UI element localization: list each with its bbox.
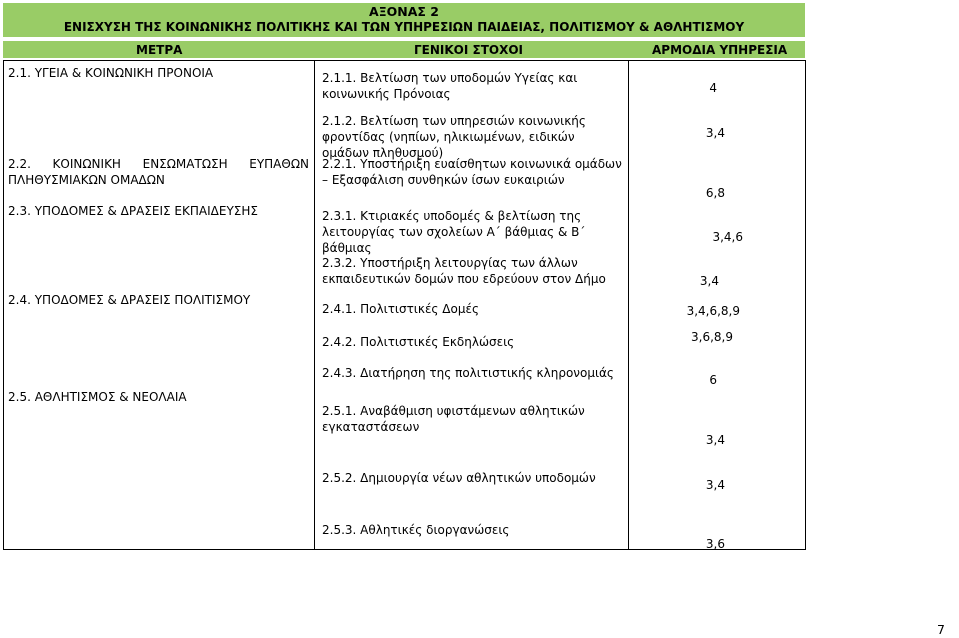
goal-2-4-3: 2.4.3. Διατήρηση της πολιτιστικής κληρονομιάς xyxy=(322,366,614,380)
measure-2-4: 2.4. ΥΠΟΔΟΜΕΣ & ΔΡΑΣΕΙΣ ΠΟΛΙΤΙΣΜΟΥ xyxy=(8,293,251,307)
goal-2-5-2: 2.5.2. Δημιουργία νέων αθλητικών υποδομών xyxy=(322,471,596,485)
measure-2-3: 2.3. ΥΠΟΔΟΜΕΣ & ΔΡΑΣΕΙΣ ΕΚΠΑΙΔΕΥΣΗΣ xyxy=(8,204,258,218)
column-header-measures: ΜΕΤΡΑ xyxy=(136,43,183,57)
measure-2-2-part-number: 2.2. xyxy=(8,157,31,171)
axis-title: ΕΝΙΣΧΥΣΗ ΤΗΣ ΚΟΙΝΩΝΙΚΗΣ ΠΟΛΙΤΙΚΗΣ ΚΑΙ ΤΩΝ ΥΠΗΡΕΣΙΩΝ ΠΑΙΔΕΙΑΣ, ΠΟΛΙΤΙΣΜΟΥ & ΑΘΛΗΤΙΣΜΟΥ xyxy=(63,20,745,34)
column-divider-measures xyxy=(314,60,315,550)
axis-number: ΑΞΟΝΑΣ 2 xyxy=(369,4,439,19)
goal-2-4-1: 2.4.1. Πολιτιστικές Δομές xyxy=(322,302,479,316)
column-header-service: ΑΡΜΟΔΙΑ ΥΠΗΡΕΣΙΑ xyxy=(652,43,788,57)
measure-2-2 xyxy=(8,156,309,188)
measure-2-2-line2: ΠΛΗΘΥΣΜΙΑΚΩΝ ΟΜΑΔΩΝ xyxy=(8,173,165,187)
goal-2-5-1: 2.5.1. Αναβάθμιση υφιστάμενων αθλητικών εγκαταστάσεων xyxy=(322,404,585,434)
page-number: 7 xyxy=(937,622,945,637)
service-2-2-1: 6,8 xyxy=(705,186,725,200)
table-right-border xyxy=(805,60,806,550)
service-2-5-2: 3,4 xyxy=(705,478,725,492)
column-header-goals: ΓΕΝΙΚΟΙ ΣΤΟΧΟΙ xyxy=(414,43,523,57)
service-2-1-1: 4 xyxy=(709,81,717,95)
service-2-3-1: 3,4,6 xyxy=(712,230,743,244)
goal-2-3-1: 2.3.1. Κτιριακές υποδομές & βελτίωση της λειτουργίας των σχολείων Α΄ βάθμιας & Β΄ βάθμιας xyxy=(322,209,586,255)
goal-2-4-2: 2.4.2. Πολιτιστικές Εκδηλώσεις xyxy=(322,335,515,349)
measure-2-1: 2.1. ΥΓΕΙΑ & ΚΟΙΝΩΝΙΚΗ ΠΡΟΝΟΙΑ xyxy=(8,66,214,80)
table-top-border xyxy=(3,60,806,61)
measure-2-2-part-integration: ΕΝΣΩΜΑΤΩΣΗ xyxy=(142,157,228,171)
service-2-5-1: 3,4 xyxy=(705,433,725,447)
measure-2-5: 2.5. ΑΘΛΗΤΙΣΜΟΣ & ΝΕΟΛΑΙΑ xyxy=(8,390,187,404)
service-2-4-3: 6 xyxy=(709,373,717,387)
service-2-4-1: 3,4,6,8,9 xyxy=(686,304,740,318)
measure-2-2-part-social: ΚΟΙΝΩΝΙΚΗ xyxy=(52,157,121,171)
service-2-1-2: 3,4 xyxy=(705,126,725,140)
measure-2-2-part-vulnerable: ΕΥΠΑΘΩΝ xyxy=(249,157,309,171)
service-2-5-3: 3,6 xyxy=(705,537,725,551)
service-2-4-2: 3,6,8,9 xyxy=(691,330,733,344)
goal-2-1-1: 2.1.1. Βελτίωση των υποδομών Υγείας και κοινωνικής Πρόνοιας xyxy=(322,71,578,101)
goal-2-2-1: 2.2.1. Υποστήριξη ευαίσθητων κοινωνικά ομάδων – Εξασφάλιση συνθηκών ίσων ευκαιριών xyxy=(322,157,622,187)
table-left-border xyxy=(3,60,4,550)
goal-2-1-2: 2.1.2. Βελτίωση των υπηρεσιών κοινωνικής φροντίδας (νηπίων, ηλικιωμένων, ειδικών ομάδων πληθυσμού) xyxy=(322,114,586,160)
goal-2-3-2: 2.3.2. Υποστήριξη λειτουργίας των άλλων εκπαιδευτικών δομών που εδρεύουν στον Δήμο xyxy=(322,256,606,286)
service-2-3-2: 3,4 xyxy=(699,274,719,288)
goal-2-5-3: 2.5.3. Αθλητικές διοργανώσεις xyxy=(322,523,510,537)
